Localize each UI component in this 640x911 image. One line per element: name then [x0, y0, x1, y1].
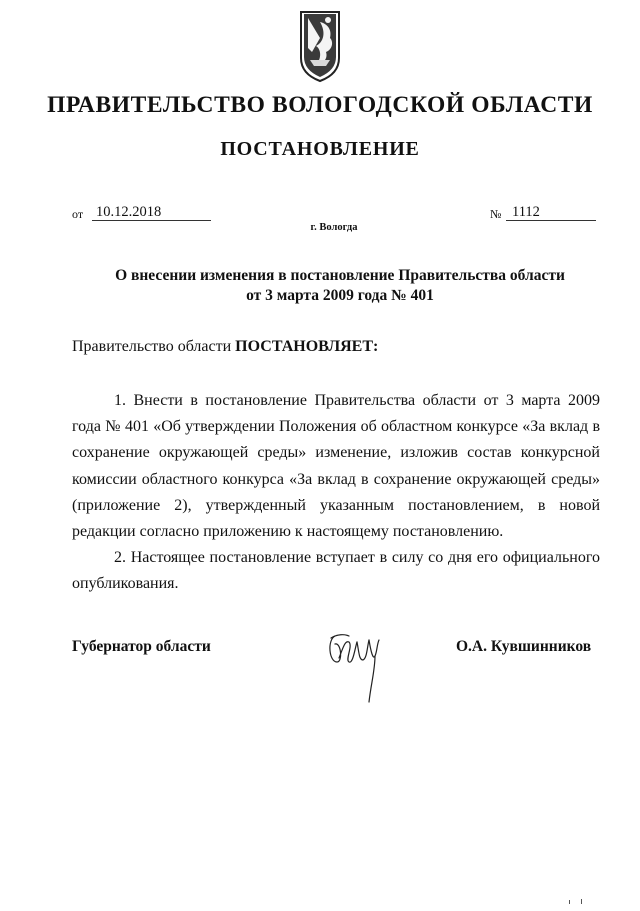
preamble-decree-word: ПОСТАНОВЛЯЕТ:: [235, 338, 379, 355]
document-subject: [0, 266, 640, 306]
preamble: [72, 338, 378, 356]
coat-of-arms-emblem: [298, 8, 342, 84]
signatory-name: О.А. Кувшинников: [456, 638, 592, 655]
document-number: 1112: [506, 204, 596, 221]
subject-line-1: О внесении изменения в постановление Правительства области: [115, 267, 565, 284]
document-date: 10.12.2018: [92, 204, 211, 221]
date-label: от: [72, 207, 84, 221]
paragraph-1: 1. Внести в постановление Правительства области от 3 марта 2009 года № 401 «Об утверждении Положения об областном конкурсе «За вклад в сохранение окружающей среды» изменение, изложив состав конкурсной комиссии областного конкурса «За вклад в сохранение окружающей среды» (приложение 2), утвержденный указанным постановлением, в новой редакции согласно приложению к настоящему постановлению.: [72, 392, 600, 541]
signatory-role: Губернатор области: [72, 638, 211, 655]
page-marks: [566, 893, 588, 901]
subject-line-2: от 3 марта 2009 года № 401: [246, 287, 434, 304]
city: г. Вологда: [310, 222, 358, 233]
document-type: ПОСТАНОВЛЕНИЕ: [220, 138, 420, 160]
handwritten-signature: [325, 618, 385, 708]
government-title: ПРАВИТЕЛЬСТВО ВОЛОГОДСКОЙ ОБЛАСТИ: [47, 92, 593, 118]
preamble-text: Правительство области: [72, 338, 236, 355]
paragraph-2: 2. Настоящее постановление вступает в силу со дня его официального опубликования.: [72, 549, 600, 593]
number-label: №: [490, 207, 502, 221]
